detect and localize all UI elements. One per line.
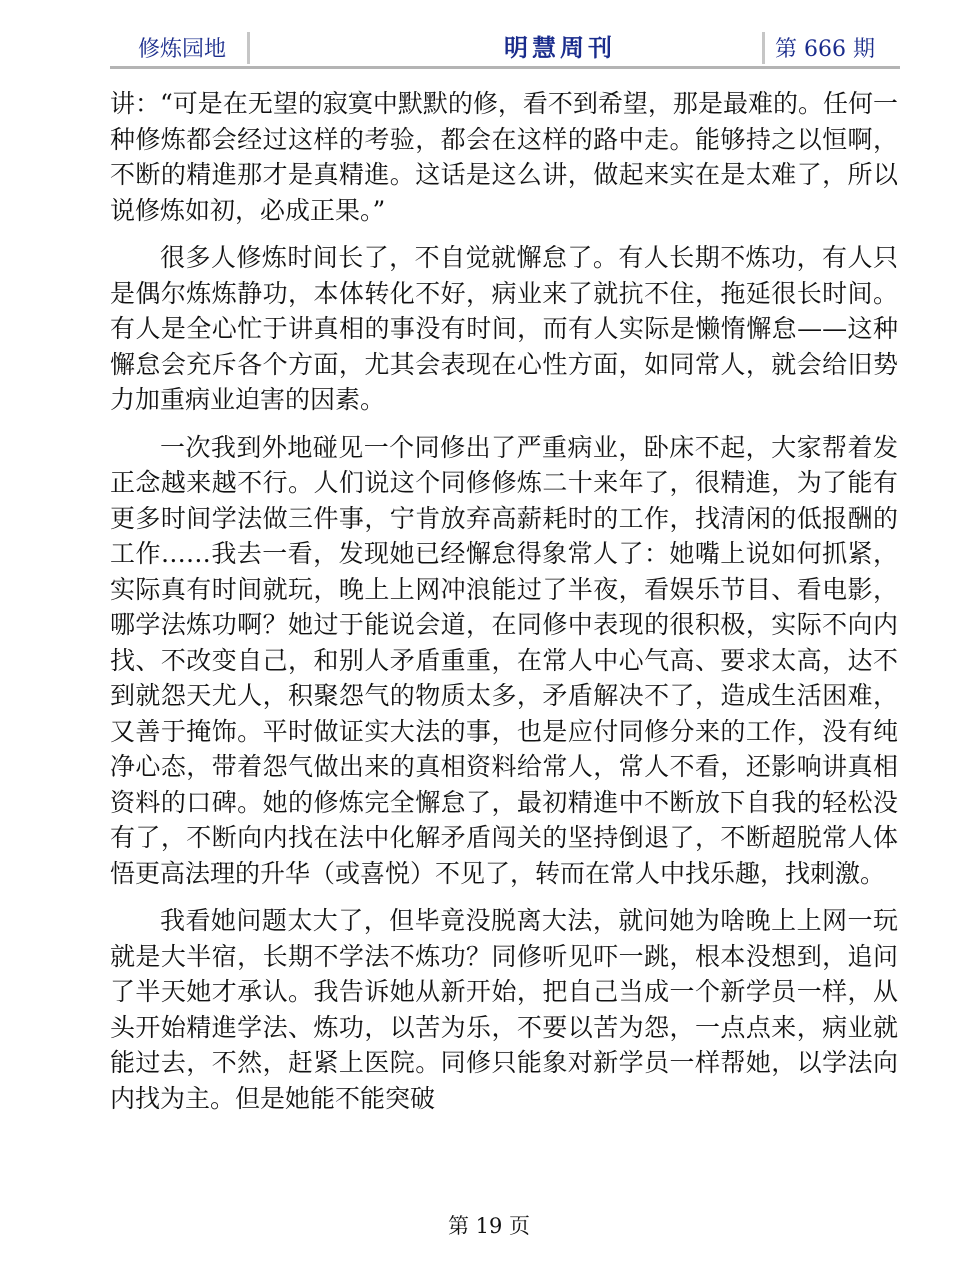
article-body <box>110 86 898 1128</box>
paragraph: 我看她问题太大了，但毕竟没脱离大法，就问她为啥晚上上网一玩就是大半宿，长期不学法不炼功？同修听见吓一跳，根本没想到，追问了半天她才承认。我告诉她从新开始，把自己当成一个新学员一样，从头开始精進学法、炼功，以苦为乐，不要以苦为怨，一点点来，病业就能过去，不然，赶紧上医院。同修只能象对新学员一样帮她，以学法向内找为主。但是她能不能突破 <box>110 906 898 1113</box>
page-number: 第 19 页 <box>447 1214 531 1238</box>
paragraph: 讲：“可是在无望的寂寞中默默的修，看不到希望，那是最难的。任何一种修炼都会经过这样的考验，都会在这样的路中走。能够持之以恒啊，不断的精進那才是真精進。这话是这么讲，做起来实在是太难了，所以说修炼如初，必成正果。” <box>110 89 898 225</box>
header-issue <box>765 26 900 64</box>
header-rule <box>110 66 900 69</box>
header-section-label: 修炼园地 <box>138 37 227 62</box>
paragraph: 很多人修炼时间长了，不自觉就懈怠了。有人长期不炼功，有人只是偶尔炼炼静功，本体转化不好，病业来了就抗不住，拖延很长时间。有人是全心忙于讲真相的事没有时间，而有人实际是懒惰懈怠——这种懈怠会充斥各个方面，尤其会表现在心性方面，如同常人，就会给旧势力加重病业迫害的因素。 <box>110 243 898 414</box>
paragraph: 一次我到外地碰见一个同修出了严重病业，卧床不起，大家帮着发正念越来越不行。人们说这个同修修炼二十来年了，很精進，为了能有更多时间学法做三件事，宁肯放弃高薪耗时的工作，找清闲的低报酬的工作……我去一看，发现她已经懈怠得象常人了：她嘴上说如何抓紧，实际真有时间就玩，晚上上网冲浪能过了半夜，看娱乐节目、看电影，哪学法炼功啊？她过于能说会道，在同修中表现的很积极，实际不向内找、不改变自己，和别人矛盾重重，在常人中心气高、要求太高，达不到就怨天尤人，积聚怨气的物质太多，矛盾解决不了，造成生活困难，又善于掩饰。平时做证实大法的事，也是应付同修分来的工作，没有纯净心态，带着怨气做出来的真相资料给常人，常人不看，还影响讲真相资料的口碑。她的修炼完全懈怠了，最初精進中不断放下自我的轻松没有了，不断向内找在法中化解矛盾闯关的坚持倒退了，不断超脱常人体悟更高法理的升华（或喜悦）不见了，转而在常人中找乐趣，找刺激。 <box>110 432 898 888</box>
header-section <box>110 26 248 64</box>
publication-title: 明慧周刊 <box>504 33 616 62</box>
page-header <box>110 26 900 68</box>
issue-number: 第 666 期 <box>775 37 875 62</box>
